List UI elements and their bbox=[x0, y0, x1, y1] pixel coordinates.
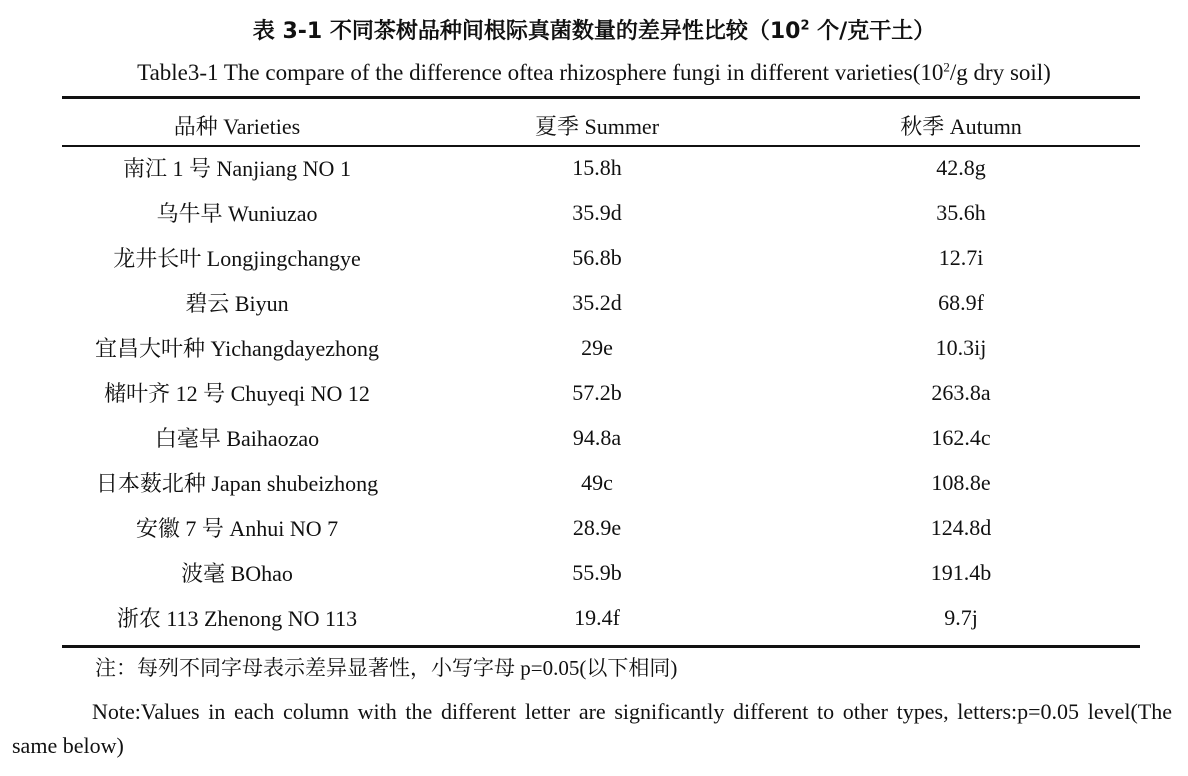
autumn-cell: 42.8g bbox=[936, 154, 986, 180]
autumn-cell: 124.8d bbox=[930, 514, 992, 540]
variety-cell: 宜昌大叶种 Yichangdayezhong bbox=[94, 336, 380, 361]
summer-cell: 15.8h bbox=[572, 154, 622, 180]
summer-cell: 29e bbox=[581, 334, 613, 360]
table-row bbox=[62, 460, 1140, 505]
summer-cell: 49c bbox=[581, 469, 613, 495]
summer-cell: 55.9b bbox=[572, 559, 622, 585]
autumn-cell: 162.4c bbox=[931, 424, 991, 450]
summer-cell: 35.9d bbox=[572, 199, 622, 225]
autumn-cell: 35.6h bbox=[936, 199, 986, 225]
variety-cell: 日本薮北种 Japan shubeizhong bbox=[95, 471, 379, 496]
variety-cell: 南江 1 号 Nanjiang NO 1 bbox=[123, 156, 351, 181]
table-row bbox=[62, 235, 1140, 280]
variety-cell: 白毫早 Baihaozao bbox=[154, 426, 320, 451]
table-row bbox=[62, 370, 1140, 415]
variety-cell: 乌牛早 Wuniuzao bbox=[156, 201, 318, 226]
summer-cell: 56.8b bbox=[572, 244, 622, 270]
fungi-table bbox=[62, 105, 1140, 640]
summer-cell: 19.4f bbox=[574, 604, 620, 630]
variety-cell: 碧云 Biyun bbox=[185, 291, 289, 316]
summer-cell: 57.2b bbox=[572, 379, 622, 405]
summer-cell: 28.9e bbox=[572, 514, 622, 540]
autumn-cell: 12.7i bbox=[938, 244, 984, 270]
top-rule bbox=[62, 96, 1140, 99]
table-row bbox=[62, 190, 1140, 235]
autumn-cell: 108.8e bbox=[931, 469, 991, 495]
autumn-cell: 10.3ij bbox=[935, 334, 987, 360]
variety-cell: 波毫 BOhao bbox=[181, 561, 293, 586]
table-row bbox=[62, 415, 1140, 460]
autumn-cell: 9.7j bbox=[944, 604, 978, 630]
table-row bbox=[62, 595, 1140, 640]
variety-cell: 安徽 7 号 Anhui NO 7 bbox=[135, 516, 339, 541]
table-title-en: Table3-1 The compare of the difference oftea rhizosphere fungi in different $varieties(10^2/g$ dry soil) bbox=[137, 59, 1051, 85]
table-row bbox=[62, 550, 1140, 595]
autumn-cell: 191.4b bbox=[930, 559, 992, 585]
variety-cell: 槠叶齐 12 号 Chuyeqi NO 12 bbox=[104, 381, 370, 406]
bottom-rule bbox=[62, 645, 1140, 648]
variety-cell: 浙农 113 Zhenong NO 113 bbox=[116, 606, 358, 631]
autumn-cell: 68.9f bbox=[938, 289, 984, 315]
autumn-cell: 263.8a bbox=[931, 379, 991, 405]
header-autumn: 秋季 Autumn bbox=[900, 113, 1022, 139]
variety-cell: 龙井长叶 Longjingchangye bbox=[113, 246, 361, 271]
summer-cell: 35.2d bbox=[572, 289, 622, 315]
table-header-row bbox=[62, 105, 1140, 145]
header-varieties: 品种 Varieties bbox=[173, 113, 301, 139]
note-cn: 注：每列不同字母表示差异显著性，小写字母 p=0.05(以下相同) bbox=[95, 656, 678, 680]
table-title-cn: 表 3-1 不同茶树品种间根际真菌数量的差异性比较（$10^2$ 个/克干土） bbox=[252, 18, 936, 44]
table-row bbox=[62, 325, 1140, 370]
header-summer: 夏季 Summer bbox=[534, 113, 660, 139]
table-row bbox=[62, 505, 1140, 550]
note-en: Note:Values in each column with the different letter are significantly different to other types, letters:p=0.05 level(The same below) bbox=[12, 699, 1172, 758]
table-row bbox=[62, 145, 1140, 190]
summer-cell: 94.8a bbox=[572, 424, 622, 450]
table-row bbox=[62, 280, 1140, 325]
